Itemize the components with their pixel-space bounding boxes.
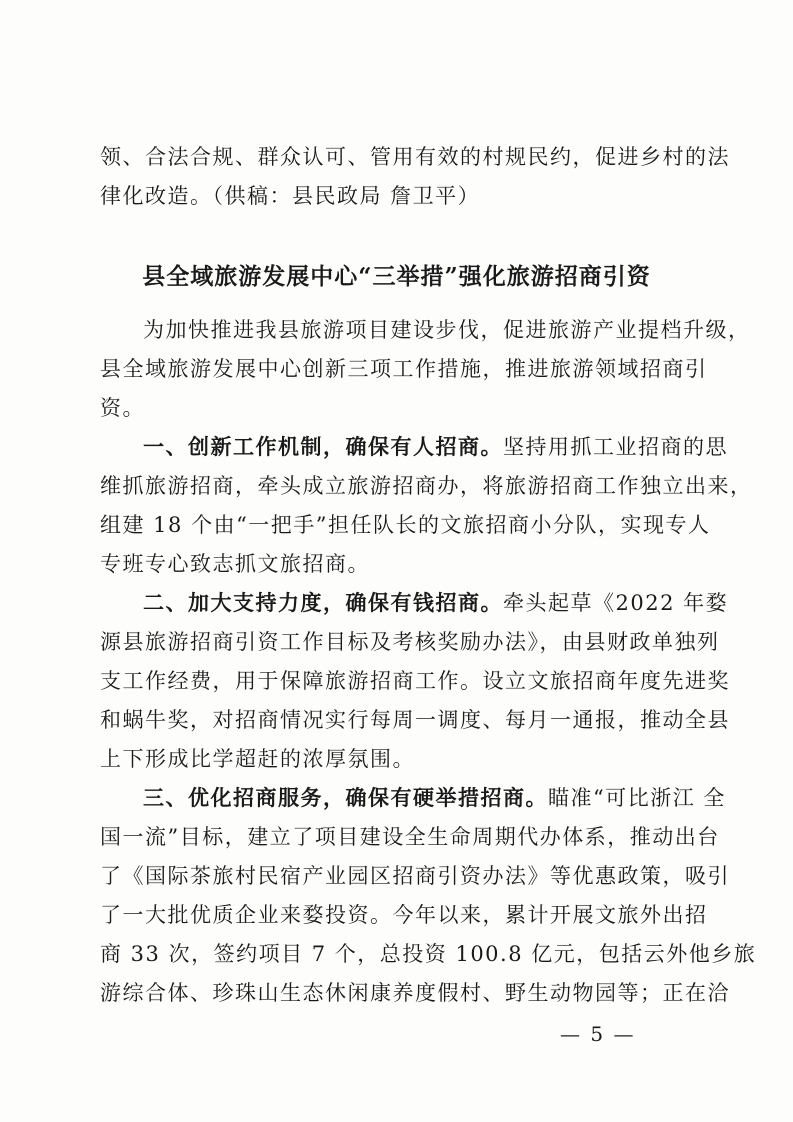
measure3-heading: 三、优化招商服务，确保有硬举措招商。: [143, 785, 548, 810]
measure1-line-3: 组建 18 个由“一把手”担任队长的文旅招商小分队，实现专人: [100, 513, 711, 537]
intro-line-2: 县全域旅游发展中心创新三项工作措施，推进旅游领域招商引: [100, 357, 708, 381]
measure3-first-line: [143, 784, 726, 812]
measure1-heading: 一、创新工作机制，确保有人招商。: [143, 434, 503, 459]
measure3-line-3: 了《国际茶旅村民宿产业园区招商引资办法》等优惠政策，吸引: [100, 864, 730, 888]
intro-line-1: 为加快推进我县旅游项目建设步伐，促进旅游产业提档升级，: [143, 318, 751, 342]
continuation-line-1: 领、合法合规、群众认可、管用有效的村规民约，促进乡村的法: [100, 145, 730, 169]
measure3-line-4: 了一大批优质企业来婺投资。今年以来，累计开展文旅外出招: [100, 903, 708, 927]
measure3-line-6: 游综合体、珍珠山生态休闲康养度假村、野生动物园等；正在洽: [100, 981, 730, 1005]
continuation-line-2: 律化改造。（供稿：县民政局 詹卫平）: [100, 184, 481, 208]
measure1-line-4: 专班专心致志抓文旅招商。: [100, 552, 370, 576]
measure1-first-line: [143, 433, 728, 461]
article-title: 县全域旅游发展中心“三举措”强化旅游招商引资: [142, 263, 651, 290]
measure1-line-2: 维抓旅游招商，牵头成立旅游招商办，将旅游招商工作独立出来，: [100, 474, 753, 498]
measure1-line1-rest: 坚持用抓工业招商的思: [503, 435, 728, 459]
page-number: — 5 —: [560, 1022, 636, 1046]
measure2-line1-rest: 牵头起草《2022 年婺: [503, 591, 729, 615]
measure3-line1-rest: 瞄准“可比浙江 全: [548, 786, 726, 810]
measure2-line-2: 源县旅游招商引资工作目标及考核奖励办法》，由县财政单独列: [100, 630, 720, 654]
measure3-line-5: 商 33 次，签约项目 7 个，总投资 100.8 亿元，包括云外他乡旅: [100, 942, 757, 966]
measure2-line-4: 和蜗牛奖，对招商情况实行每周一调度、每月一通报，推动全县: [100, 708, 730, 732]
measure2-first-line: [143, 589, 728, 617]
intro-line-3: 资。: [100, 396, 145, 420]
measure3-line-2: 国一流”目标，建立了项目建设全生命周期代办体系，推动出台: [100, 825, 720, 849]
measure2-heading: 二、加大支持力度，确保有钱招商。: [143, 590, 503, 615]
measure2-line-3: 支工作经费，用于保障旅游招商工作。设立文旅招商年度先进奖: [100, 669, 730, 693]
measure2-line-5: 上下形成比学超赶的浓厚氛围。: [100, 747, 415, 771]
